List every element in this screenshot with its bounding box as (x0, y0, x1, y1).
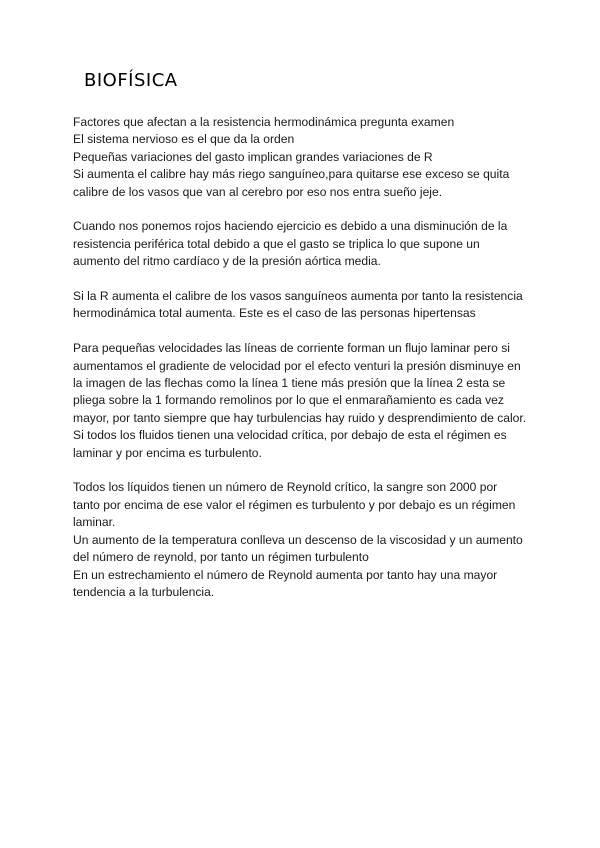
document-body (73, 114, 533, 619)
text-line: tendencia a la turbulencia. (73, 584, 215, 599)
text-line: la imagen de las flechas como la línea 1 tiene más presión que la línea 2 esta se (73, 376, 506, 391)
text-line: laminar y por encima es turbulento. (73, 445, 262, 460)
text-line: del número de reynold, por tanto un régimen turbulento (73, 550, 369, 565)
text-line: Si aumenta el calibre hay más riego sanguíneo,para quitarse ese exceso se quita (73, 167, 510, 182)
text-line: Pequeñas variaciones del gasto implican grandes variaciones de R (73, 149, 433, 164)
text-line: Cuando nos ponemos rojos haciendo ejercicio es debido a una disminución de la (73, 219, 508, 234)
text-line: El sistema nervioso es el que da la orden (73, 132, 295, 147)
paragraph-hypertension (73, 288, 533, 323)
paragraph-exercise-redness (73, 218, 533, 270)
text-line: aumentamos el gradiente de velocidad por el efecto venturi la presión disminuye en (73, 358, 521, 373)
document-title: BIOFÍSICA (84, 70, 178, 91)
paragraph-reynolds-number (73, 479, 533, 601)
text-line: Factores que afectan a la resistencia hermodinámica pregunta examen (73, 115, 455, 129)
paragraph-laminar-flow (73, 340, 533, 462)
paragraph-resistance-factors (73, 114, 533, 201)
text-line: hermodinámica total aumenta. Este es el caso de las personas hipertensas (73, 306, 476, 321)
text-line: Todos los líquidos tienen un número de Reynold crítico, la sangre son 2000 por (73, 480, 498, 495)
text-line: calibre de los vasos que van al cerebro por eso nos entra sueño jeje. (73, 184, 443, 199)
text-line: Para pequeñas velocidades las líneas de corriente forman un flujo laminar pero si (73, 341, 510, 356)
text-line: Un aumento de la temperatura conlleva un descenso de la viscosidad y un aumento (73, 532, 523, 547)
text-line: En un estrechamiento el número de Reynold aumenta por tanto hay una mayor (73, 567, 498, 582)
text-line: laminar. (73, 515, 116, 530)
text-line: pliega sobre la 1 formando remolinos por lo que el enmarañamiento es cada vez (73, 393, 504, 408)
text-line: aumento del ritmo cardíaco y de la presión aórtica media. (73, 254, 381, 269)
text-line: resistencia periférica total debido a que el gasto se triplica lo que supone un (73, 236, 480, 251)
text-line: mayor, por tanto siempre que hay turbulencias hay ruido y desprendimiento de calor. (73, 410, 527, 425)
text-line: Si todos los fluidos tienen una velocidad crítica, por debajo de esta el régimen es (73, 428, 507, 443)
text-line: Si la R aumenta el calibre de los vasos sanguíneos aumenta por tanto la resistencia (73, 289, 523, 304)
text-line: tanto por encima de ese valor el régimen es turbulento y por debajo es un régimen (73, 497, 516, 512)
